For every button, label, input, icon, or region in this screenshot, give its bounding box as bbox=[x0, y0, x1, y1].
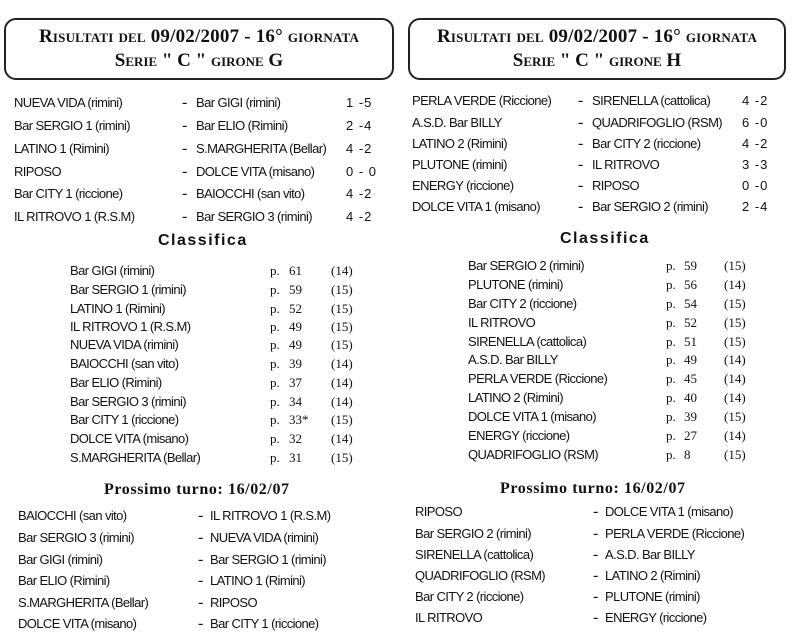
points-label: p. bbox=[666, 315, 676, 330]
home-team: LATINO 1 (Rimini) bbox=[14, 141, 110, 156]
away-team: Bar SERGIO 2 (rimini) bbox=[592, 199, 708, 214]
standings-row bbox=[468, 294, 788, 314]
dash: - bbox=[578, 198, 584, 215]
points: 39 bbox=[684, 409, 697, 424]
home-team: Bar SERGIO 1 (rimini) bbox=[14, 118, 130, 133]
team-name: NUEVA VIDA (rimini) bbox=[70, 337, 179, 352]
away-team: S.MARGHERITA (Bellar) bbox=[196, 141, 327, 156]
home-team: Bar SERGIO 2 (rimini) bbox=[415, 526, 531, 541]
score: 1 -5 bbox=[346, 95, 373, 110]
games-played: (14) bbox=[331, 375, 353, 390]
away-team: BAIOCCHI (san vito) bbox=[196, 186, 305, 201]
games-played: (14) bbox=[724, 277, 746, 292]
points: 56 bbox=[684, 277, 697, 292]
away-team: QUADRIFOGLIO (RSM) bbox=[592, 115, 723, 130]
home-team: QUADRIFOGLIO (RSM) bbox=[415, 568, 546, 583]
games-played: (15) bbox=[331, 282, 353, 297]
games-played: (15) bbox=[331, 301, 353, 316]
away-team: RIPOSO bbox=[210, 595, 257, 610]
points-label: p. bbox=[666, 371, 676, 386]
dash: - bbox=[578, 135, 584, 152]
points: 59 bbox=[289, 282, 302, 297]
points-label: p. bbox=[666, 447, 676, 462]
standings-row bbox=[70, 299, 390, 319]
points-label: p. bbox=[270, 319, 280, 334]
standings-row bbox=[70, 392, 390, 412]
points: 39 bbox=[289, 356, 302, 371]
dash: - bbox=[198, 572, 204, 589]
away-team: RIPOSO bbox=[592, 178, 639, 193]
result-row bbox=[412, 197, 792, 217]
team-name: QUADRIFOGLIO (RSM) bbox=[468, 447, 599, 462]
result-row bbox=[412, 176, 792, 196]
home-team: PERLA VERDE (Riccione) bbox=[412, 93, 552, 108]
points-label: p. bbox=[666, 428, 676, 443]
team-name: Bar CITY 2 (riccione) bbox=[468, 296, 577, 311]
fixture-row bbox=[415, 566, 792, 586]
result-row bbox=[14, 93, 390, 113]
points-label: p. bbox=[666, 277, 676, 292]
dash: - bbox=[578, 177, 584, 194]
fixture-row bbox=[415, 502, 792, 522]
points: 37 bbox=[289, 375, 302, 390]
home-team: Bar GIGI (rimini) bbox=[18, 552, 103, 567]
points: 49 bbox=[684, 352, 697, 367]
standings-row bbox=[70, 410, 390, 430]
points: 45 bbox=[684, 371, 697, 386]
standings-row bbox=[468, 445, 788, 465]
score: 0 - 0 bbox=[346, 164, 378, 179]
games-played: (15) bbox=[331, 450, 353, 465]
standings-row bbox=[468, 275, 788, 295]
points: 52 bbox=[684, 315, 697, 330]
away-team: DOLCE VITA (misano) bbox=[196, 164, 315, 179]
points: 27 bbox=[684, 428, 697, 443]
away-team: Bar SERGIO 1 (rimini) bbox=[210, 552, 326, 567]
fixture-row bbox=[415, 608, 792, 628]
fixture-row bbox=[18, 571, 390, 591]
points: 8 bbox=[684, 447, 691, 462]
fixture-row bbox=[415, 587, 792, 607]
home-team: IL RITROVO 1 (R.S.M) bbox=[14, 209, 135, 224]
result-row bbox=[412, 91, 792, 111]
away-team: LATINO 1 (Rimini) bbox=[210, 573, 306, 588]
result-row bbox=[14, 116, 390, 136]
away-team: LATINO 2 (Rimini) bbox=[605, 568, 701, 583]
dash: - bbox=[182, 140, 188, 157]
points: 31 bbox=[289, 450, 302, 465]
home-team: Bar CITY 1 (riccione) bbox=[14, 186, 123, 201]
home-team: Bar ELIO (Rimini) bbox=[18, 573, 110, 588]
home-team: Bar SERGIO 3 (rimini) bbox=[18, 530, 134, 545]
home-team: A.S.D. Bar BILLY bbox=[412, 115, 502, 130]
standings-title: Classifica bbox=[158, 232, 248, 249]
points: 51 bbox=[684, 334, 697, 349]
standings-row bbox=[468, 313, 788, 333]
points-label: p. bbox=[270, 337, 280, 352]
dash: - bbox=[182, 185, 188, 202]
team-name: PLUTONE (rimini) bbox=[468, 277, 563, 292]
home-team: IL RITROVO bbox=[415, 610, 483, 625]
standings-row bbox=[70, 317, 390, 337]
points: 52 bbox=[289, 301, 302, 316]
girone-h-header bbox=[408, 18, 786, 80]
result-row bbox=[14, 184, 390, 204]
home-team: ENERGY (riccione) bbox=[412, 178, 514, 193]
home-team: BAIOCCHI (san vito) bbox=[18, 508, 127, 523]
games-played: (14) bbox=[724, 390, 746, 405]
score: 4 -2 bbox=[742, 93, 769, 108]
score: 0 -0 bbox=[742, 178, 769, 193]
points: 40 bbox=[684, 390, 697, 405]
fixture-row bbox=[18, 528, 390, 548]
team-name: Bar SERGIO 2 (rimini) bbox=[468, 258, 584, 273]
fixture-row bbox=[415, 524, 792, 544]
standings-row bbox=[70, 261, 390, 281]
team-name: PERLA VERDE (Riccione) bbox=[468, 371, 608, 386]
standings-row bbox=[468, 256, 788, 276]
dash: - bbox=[182, 163, 188, 180]
games-played: (15) bbox=[724, 315, 746, 330]
dash: - bbox=[198, 507, 204, 524]
away-team: SIRENELLA (cattolica) bbox=[592, 93, 711, 108]
home-team: DOLCE VITA 1 (misano) bbox=[412, 199, 541, 214]
away-team: A.S.D. Bar BILLY bbox=[605, 547, 695, 562]
next-round-title: Prossimo turno: 16/02/07 bbox=[104, 481, 290, 498]
home-team: PLUTONE (rimini) bbox=[412, 157, 507, 172]
points: 34 bbox=[289, 394, 302, 409]
result-row bbox=[14, 139, 390, 159]
away-team: DOLCE VITA 1 (misano) bbox=[605, 504, 734, 519]
away-team: PERLA VERDE (Riccione) bbox=[605, 526, 745, 541]
points-label: p. bbox=[270, 394, 280, 409]
points-label: p. bbox=[666, 296, 676, 311]
standings-row bbox=[70, 335, 390, 355]
games-played: (15) bbox=[331, 337, 353, 352]
fixture-row bbox=[18, 506, 390, 526]
games-played: (15) bbox=[331, 412, 353, 427]
next-round-title: Prossimo turno: 16/02/07 bbox=[500, 480, 686, 497]
games-played: (15) bbox=[724, 258, 746, 273]
games-played: (14) bbox=[331, 263, 353, 278]
standings-row bbox=[70, 280, 390, 300]
points-label: p. bbox=[666, 258, 676, 273]
away-team: Bar SERGIO 3 (rimini) bbox=[196, 209, 312, 224]
team-name: Bar SERGIO 3 (rimini) bbox=[70, 394, 186, 409]
points-label: p. bbox=[666, 390, 676, 405]
score: 4 -2 bbox=[346, 209, 373, 224]
points: 49 bbox=[289, 337, 302, 352]
away-team: Bar GIGI (rimini) bbox=[196, 95, 281, 110]
team-name: S.MARGHERITA (Bellar) bbox=[70, 450, 201, 465]
team-name: Bar GIGI (rimini) bbox=[70, 263, 155, 278]
fixture-row bbox=[18, 593, 390, 613]
games-played: (15) bbox=[724, 296, 746, 311]
score: 2 -4 bbox=[346, 118, 373, 133]
standings-row bbox=[70, 448, 390, 468]
games-played: (15) bbox=[331, 319, 353, 334]
dash: - bbox=[593, 546, 599, 563]
standings-title: Classifica bbox=[560, 230, 650, 247]
away-team: IL RITROVO bbox=[592, 157, 660, 172]
home-team: DOLCE VITA (misano) bbox=[18, 616, 137, 631]
points-label: p. bbox=[270, 356, 280, 371]
games-played: (14) bbox=[331, 431, 353, 446]
standings-row bbox=[468, 388, 788, 408]
dash: - bbox=[578, 156, 584, 173]
points-label: p. bbox=[666, 352, 676, 367]
dash: - bbox=[198, 615, 204, 632]
fixture-row bbox=[18, 550, 390, 570]
standings-row bbox=[70, 354, 390, 374]
dash: - bbox=[182, 117, 188, 134]
away-team: Bar CITY 1 (riccione) bbox=[210, 616, 319, 631]
dash: - bbox=[593, 525, 599, 542]
points: 61 bbox=[289, 263, 302, 278]
team-name: DOLCE VITA (misano) bbox=[70, 431, 189, 446]
score: 6 -0 bbox=[742, 115, 769, 130]
dash: - bbox=[593, 588, 599, 605]
standings-row bbox=[468, 369, 788, 389]
away-team: Bar CITY 2 (riccione) bbox=[592, 136, 701, 151]
standings-row bbox=[468, 350, 788, 370]
team-name: LATINO 2 (Rimini) bbox=[468, 390, 564, 405]
header-subtitle: Serie " C " girone G bbox=[114, 50, 284, 71]
games-played: (14) bbox=[331, 356, 353, 371]
home-team: NUEVA VIDA (rimini) bbox=[14, 95, 123, 110]
away-team: NUEVA VIDA (rimini) bbox=[210, 530, 319, 545]
games-played: (14) bbox=[724, 371, 746, 386]
standings-row bbox=[70, 373, 390, 393]
team-name: BAIOCCHI (san vito) bbox=[70, 356, 179, 371]
dash: - bbox=[182, 208, 188, 225]
away-team: PLUTONE (rimini) bbox=[605, 589, 700, 604]
result-row bbox=[412, 113, 792, 133]
standings-row bbox=[468, 332, 788, 352]
points-label: p. bbox=[270, 301, 280, 316]
team-name: A.S.D. Bar BILLY bbox=[468, 352, 558, 367]
home-team: LATINO 2 (Rimini) bbox=[412, 136, 508, 151]
points-label: p. bbox=[270, 375, 280, 390]
dash: - bbox=[578, 92, 584, 109]
games-played: (15) bbox=[724, 447, 746, 462]
points-label: p. bbox=[666, 334, 676, 349]
team-name: Bar CITY 1 (riccione) bbox=[70, 412, 179, 427]
away-team: Bar ELIO (Rimini) bbox=[196, 118, 288, 133]
dash: - bbox=[198, 529, 204, 546]
home-team: SIRENELLA (cattolica) bbox=[415, 547, 534, 562]
points: 54 bbox=[684, 296, 697, 311]
header-title: Risultati del 09/02/2007 - 16° giornata bbox=[436, 26, 758, 47]
dash: - bbox=[593, 609, 599, 626]
result-row bbox=[412, 134, 792, 154]
fixture-row bbox=[18, 614, 390, 634]
score: 3 -3 bbox=[742, 157, 769, 172]
girone-g-header bbox=[4, 18, 394, 80]
team-name: IL RITROVO 1 (R.S.M) bbox=[70, 319, 191, 334]
points-label: p. bbox=[270, 282, 280, 297]
header-title: Risultati del 09/02/2007 - 16° giornata bbox=[38, 26, 360, 47]
away-team: IL RITROVO 1 (R.S.M) bbox=[210, 508, 331, 523]
dash: - bbox=[198, 551, 204, 568]
points-label: p. bbox=[666, 409, 676, 424]
header-subtitle: Serie " C " girone H bbox=[512, 50, 682, 71]
points: 49 bbox=[289, 319, 302, 334]
games-played: (14) bbox=[724, 352, 746, 367]
standings-row bbox=[70, 429, 390, 449]
score: 4 -2 bbox=[742, 136, 769, 151]
team-name: IL RITROVO bbox=[468, 315, 536, 330]
score: 4 -2 bbox=[346, 141, 373, 156]
standings-row bbox=[468, 426, 788, 446]
team-name: ENERGY (riccione) bbox=[468, 428, 570, 443]
dash: - bbox=[182, 94, 188, 111]
home-team: S.MARGHERITA (Bellar) bbox=[18, 595, 149, 610]
games-played: (15) bbox=[724, 409, 746, 424]
standings-row bbox=[468, 407, 788, 427]
games-played: (15) bbox=[724, 334, 746, 349]
points-label: p. bbox=[270, 450, 280, 465]
points: 32 bbox=[289, 431, 302, 446]
points-label: p. bbox=[270, 412, 280, 427]
points-label: p. bbox=[270, 431, 280, 446]
result-row bbox=[14, 162, 390, 182]
away-team: ENERGY (riccione) bbox=[605, 610, 707, 625]
team-name: Bar ELIO (Rimini) bbox=[70, 375, 162, 390]
team-name: SIRENELLA (cattolica) bbox=[468, 334, 587, 349]
score: 4 -2 bbox=[346, 186, 373, 201]
girone-h-panel bbox=[400, 0, 800, 640]
dash: - bbox=[593, 503, 599, 520]
team-name: LATINO 1 (Rimini) bbox=[70, 301, 166, 316]
home-team: RIPOSO bbox=[14, 164, 61, 179]
games-played: (14) bbox=[331, 394, 353, 409]
games-played: (14) bbox=[724, 428, 746, 443]
points-label: p. bbox=[270, 263, 280, 278]
dash: - bbox=[578, 114, 584, 131]
team-name: Bar SERGIO 1 (rimini) bbox=[70, 282, 186, 297]
points: 33* bbox=[289, 412, 309, 427]
dash: - bbox=[593, 567, 599, 584]
team-name: DOLCE VITA 1 (misano) bbox=[468, 409, 597, 424]
score: 2 -4 bbox=[742, 199, 769, 214]
result-row bbox=[412, 155, 792, 175]
dash: - bbox=[198, 594, 204, 611]
result-row bbox=[14, 207, 390, 227]
home-team: RIPOSO bbox=[415, 504, 462, 519]
points: 59 bbox=[684, 258, 697, 273]
home-team: Bar CITY 2 (riccione) bbox=[415, 589, 524, 604]
fixture-row bbox=[415, 545, 792, 565]
